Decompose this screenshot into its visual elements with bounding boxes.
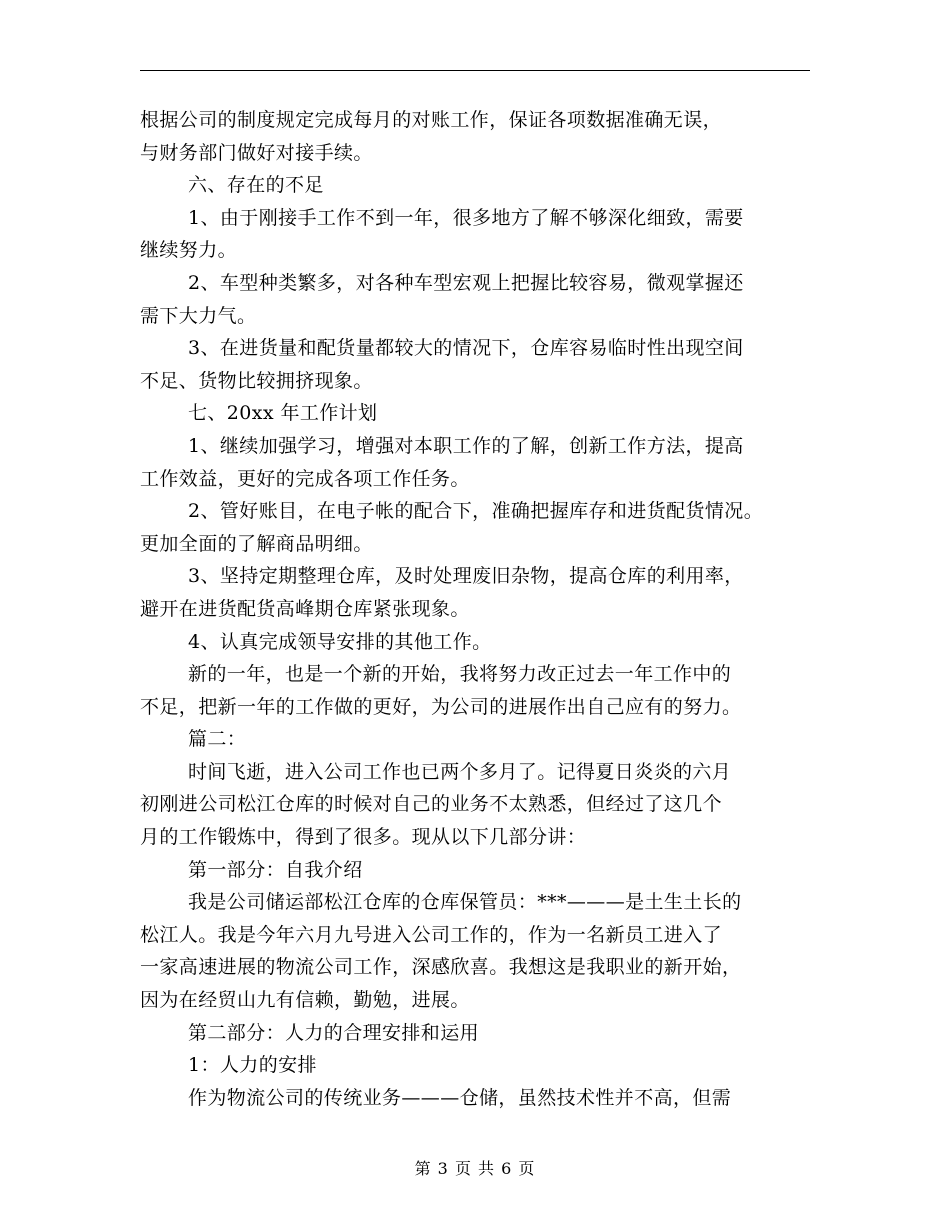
text-line: 继续努力。 [140,239,238,262]
text-line: 与财务部门做好对接手续。 [140,141,373,164]
text-line: 需下大力气。 [140,304,257,327]
text-line: 初刚进公司松江仓库的时候对自己的业务不太熟悉，但经过了这几个 [140,793,723,816]
text-line: 2、管好账目，在电子帐的配合下，准确把握库存和进货配货情况。 [188,500,764,523]
section-heading: 六、存在的不足 [188,174,324,197]
section-heading: 1：人力的安排 [188,1054,317,1077]
text-line: 1、由于刚接手工作不到一年，很多地方了解不够深化细致，需要 [188,206,744,229]
text-line: 一家高速进展的物流公司工作，深感欣喜。我想这是我职业的新开始， [140,956,742,979]
text-line: 不足、货物比较拥挤现象。 [140,369,373,392]
section-heading: 篇二： [188,728,247,751]
text-line: 新的一年，也是一个新的开始，我将努力改正过去一年工作中的 [188,663,732,686]
text-line: 作为物流公司的传统业务———仓储，虽然技术性并不高，但需 [188,1086,732,1109]
text-line: 2、车型种类繁多，对各种车型宏观上把握比较容易，微观掌握还 [188,271,744,294]
header-rule [140,70,810,71]
text-line: 松江人。我是今年六月九号进入公司工作的，作为一名新员工进入了 [140,923,723,946]
text-line: 3、坚持定期整理仓库，及时处理废旧杂物，提高仓库的利用率， [188,565,744,588]
text-line: 因为在经贸山九有信赖，勤勉，进展。 [140,989,470,1012]
section-heading: 第二部分：人力的合理安排和运用 [188,1021,480,1044]
text-line: 不足，把新一年的工作做的更好，为公司的进展作出自己应有的努力。 [140,695,742,718]
section-heading: 七、20xx 年工作计划 [188,402,378,425]
text-line: 时间飞逝，进入公司工作也已两个多月了。记得夏日炎炎的六月 [188,760,732,783]
text-line: 1、继续加强学习，增强对本职工作的了解，创新工作方法，提高 [188,434,744,457]
text-line: 更加全面的了解商品明细。 [140,532,373,555]
text-line: 避开在进货配货高峰期仓库紧张现象。 [140,597,470,620]
text-line: 工作效益，更好的完成各项工作任务。 [140,467,470,490]
section-heading: 第一部分：自我介绍 [188,858,363,881]
text-line: 我是公司储运部松江仓库的仓库保管员：***———是土生土长的 [188,891,742,914]
text-line: 4、认真完成领导安排的其他工作。 [188,630,492,653]
text-line: 月的工作锻炼中，得到了很多。现从以下几部分讲： [140,826,587,849]
text-line: 根据公司的制度规定完成每月的对账工作，保证各项数据准确无误， [140,109,723,131]
text-line: 3、在进货量和配货量都较大的情况下，仓库容易临时性出现空间 [188,337,744,360]
page-number: 第 3 页 共 6 页 [414,1159,536,1178]
document-body [140,104,820,1114]
